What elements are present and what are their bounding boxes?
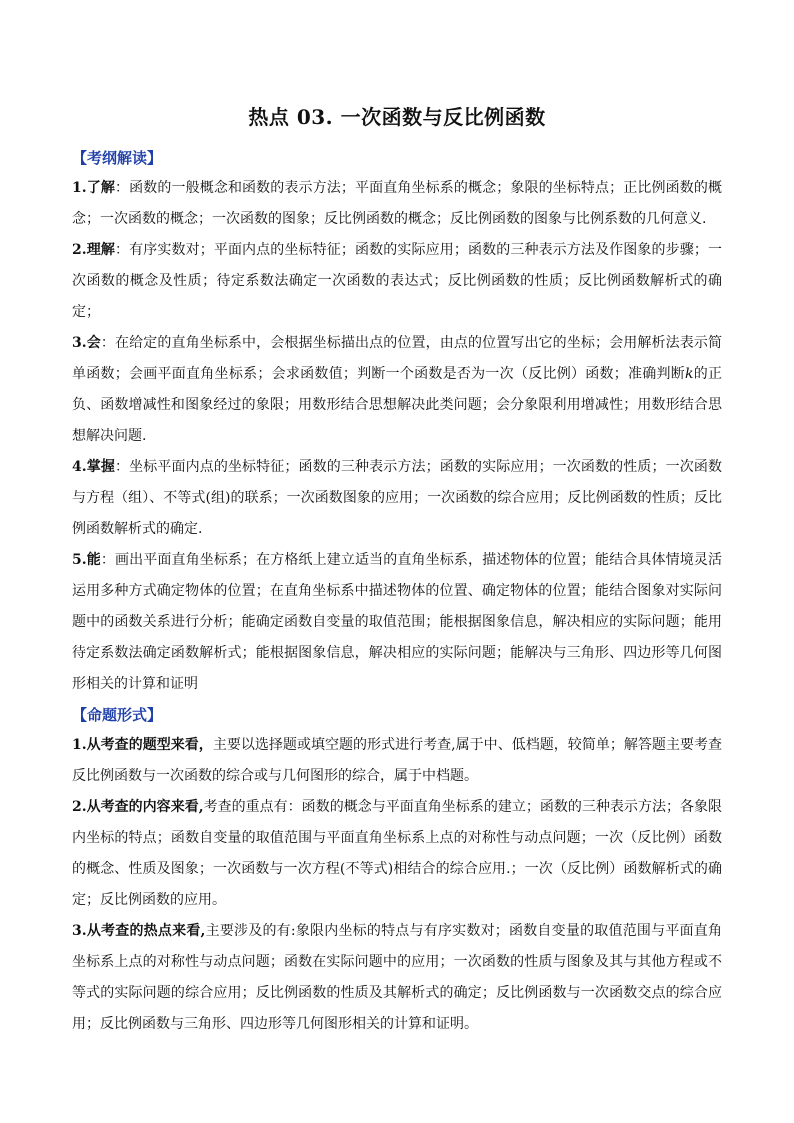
page-title: 热点 03. 一次函数与反比例函数 — [248, 105, 546, 129]
item-lead: 1.了解 — [72, 180, 115, 196]
item-text: ：有序实数对；平面内点的坐标特征；函数的实际应用；函数的三种表示方法及作图象的步骤；一次函数的概念及性质；待定系数法确定一次函数的表达式；反比例函数的性质；反比例函数解析式的确定； — [72, 242, 722, 320]
item-text: 主要以选择题或填空题的形式进行考查,属于中、低档题，较简单；解答题主要考查反比例函数与一次函数的综合或与几何图形的综合，属于中档题。 — [72, 737, 722, 784]
item-lead: 3.会 — [72, 335, 101, 351]
syllabus-item-understand — [72, 173, 722, 235]
item-text: 的正负、函数增减性和图象经过的象限；用数形结合思想解决此类问题；会分象限利用增减性；用数形结合思想解决问题. — [72, 366, 723, 444]
item-lead: 3.从考查的热点来看, — [72, 923, 206, 939]
syllabus-item-master — [72, 452, 722, 545]
item-text: 考查的重点有：函数的概念与平面直角坐标系的建立；函数的三种表示方法；各象限内坐标的特点；函数自变量的取值范围与平面直角坐标系上点的对称性与动点问题；一次（反比例）函数的概念、性质及图象；一次函数与一次方程(不等式)相结合的综合应用.；一次（反比例）函数解析式的确定；反比例函数的应用。 — [72, 799, 722, 908]
format-item-content — [72, 792, 722, 916]
item-text: ：画出平面直角坐标系；在方格纸上建立适当的直角坐标系，描述物体的位置；能结合具体情境灵活运用多种方式确定物体的位置；在直角坐标系中描述物体的位置、确定物体的位置；能结合图象对实际问题中的函数关系进行分析；能确定函数自变量的取值范围；能根据图象信息，解决相应的实际问题；能用待定系数法确定函数解析式；能根据图象信息，解决相应的实际问题；能解决与三角形、四边形等几何图形相关的计算和证明 — [72, 552, 722, 692]
item-text: ：坐标平面内点的坐标特征；函数的三种表示方法；函数的实际应用；一次函数的性质；一次函数与方程（组）、不等式(组)的联系；一次函数图象的应用；一次函数的综合应用；反比例函数的性质；反比例函数解析式的确定. — [72, 459, 722, 537]
section-heading-syllabus: 【考纲解读】 — [72, 149, 163, 167]
format-item-question-type — [72, 730, 722, 792]
variable-k: k — [685, 366, 694, 382]
section-heading-question-format: 【命题形式】 — [72, 706, 163, 724]
syllabus-item-able — [72, 328, 722, 452]
syllabus-item-comprehend — [72, 235, 722, 328]
item-text: ：函数的一般概念和函数的表示方法；平面直角坐标系的概念；象限的坐标特点；正比例函数的概念；一次函数的概念；一次函数的图象；反比例函数的概念；反比例函数的图象与比例系数的几何意义. — [72, 180, 722, 227]
item-lead: 4.掌握 — [72, 459, 115, 475]
item-lead: 1.从考查的题型来看， — [72, 737, 213, 753]
syllabus-item-can — [72, 545, 722, 700]
item-lead: 5.能 — [72, 552, 101, 568]
item-text: 主要涉及的有:象限内坐标的特点与有序实数对；函数自变量的取值范围与平面直角坐标系上点的对称性与动点问题；函数在实际问题中的应用；一次函数的性质与图象及其与其他方程或不等式的实际问题的综合应用；反比例函数的性质及其解析式的确定；反比例函数与一次函数交点的综合应用；反比例函数与三角形、四边形等几何图形相关的计算和证明。 — [72, 923, 722, 1032]
format-item-hotspots — [72, 916, 722, 1040]
item-lead: 2.从考查的内容来看, — [72, 799, 204, 815]
item-text: ：在给定的直角坐标系中，会根据坐标描出点的位置，由点的位置写出它的坐标；会用解析法表示简单函数；会画平面直角坐标系；会求函数值；判断一个函数是否为一次（反比例）函数；准确判断 — [72, 335, 722, 382]
item-lead: 2.理解 — [72, 242, 115, 258]
